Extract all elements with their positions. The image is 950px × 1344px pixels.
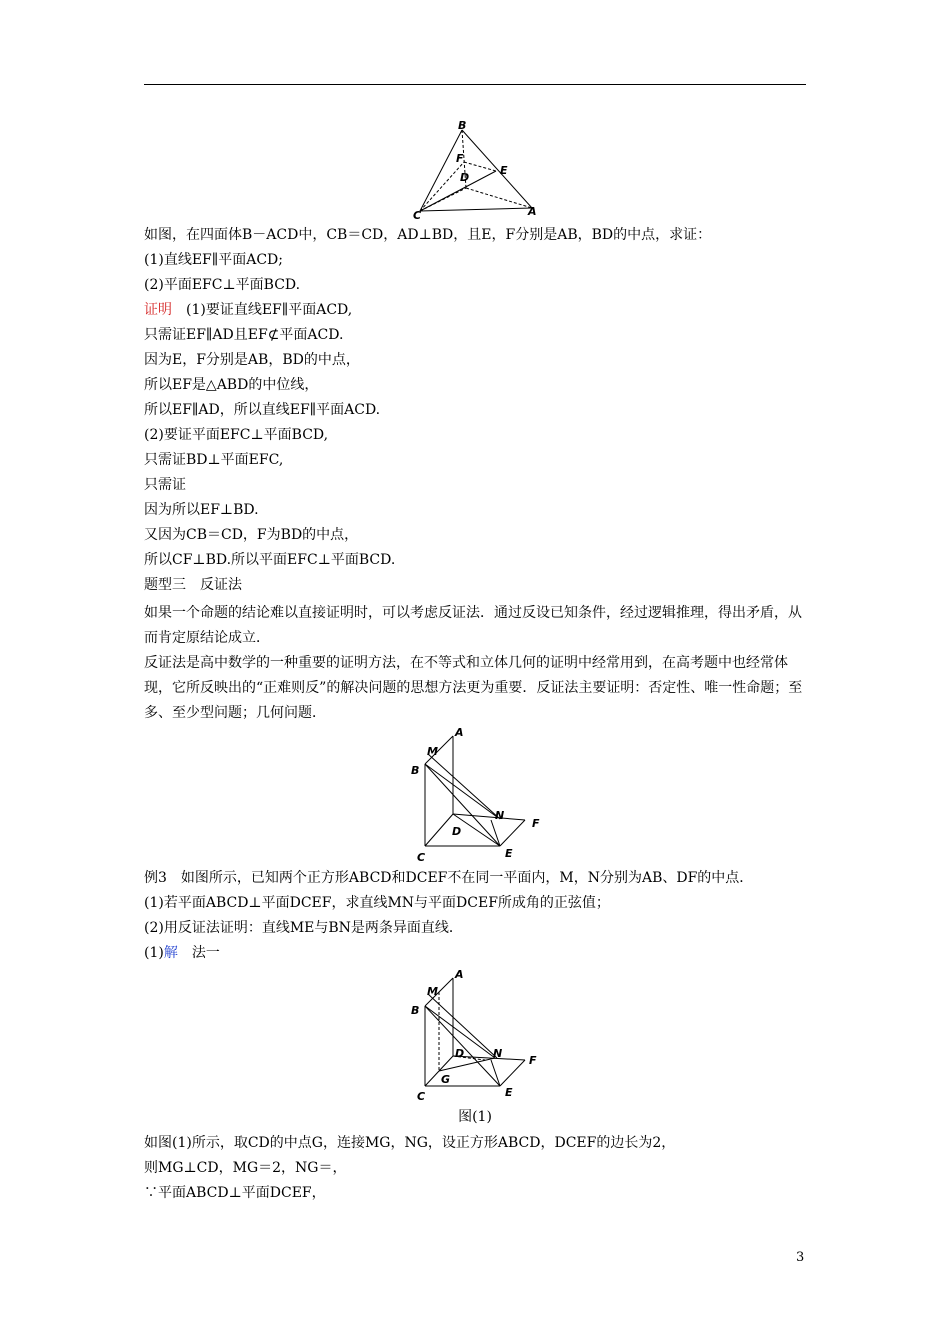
fig1-label-f: F bbox=[456, 152, 464, 165]
fig3-label-m: M bbox=[427, 985, 438, 998]
proof-step-3: 所以EF是△ABD的中位线， bbox=[144, 377, 319, 393]
claim-2: (2)平面EFC⊥平面BCD. bbox=[144, 277, 301, 293]
proof-text: (1)要证直线EF∥平面ACD, bbox=[172, 302, 353, 318]
fig3-label-b: B bbox=[411, 1004, 420, 1017]
proof-step-10: 所以CF⊥BD.所以平面EFC⊥平面BCD. bbox=[144, 552, 396, 568]
header-rule bbox=[144, 84, 806, 85]
fig1-label-d: D bbox=[460, 171, 470, 184]
solution-method: 法一 bbox=[177, 945, 220, 961]
paragraph-1: 如果一个命题的结论难以直接证明时，可以考虑反证法．通过反设已知条件，经过逻辑推理，得出矛盾，从而肯定原结论成立． bbox=[144, 605, 802, 646]
fig3-label-g: G bbox=[441, 1073, 451, 1086]
proof-step-7: 只需证 bbox=[144, 477, 186, 493]
fig1-label-b: B bbox=[458, 119, 467, 132]
problem-statement: 如图，在四面体B－ACD中，CB＝CD，AD⊥BD，且E，F分别是AB，BD的中点，求证： bbox=[144, 227, 712, 243]
fig2-label-f: F bbox=[532, 817, 540, 830]
proof-step-8: 因为所以EF⊥BD. bbox=[144, 502, 259, 518]
fig2-label-d: D bbox=[452, 825, 462, 838]
section-heading: 题型三 反证法 bbox=[144, 577, 242, 593]
page-number: 3 bbox=[796, 1250, 805, 1265]
two-squares-figure-with-g bbox=[405, 968, 550, 1104]
example-3-part-1: (1)若平面ABCD⊥平面DCEF，求直线MN与平面DCEF所成角的正弦值； bbox=[144, 895, 610, 911]
fig2-label-b: B bbox=[411, 764, 420, 777]
paragraph-2: 反证法是高中数学的一种重要的证明方法，在不等式和立体几何的证明中经常用到，在高考题中也经常体现，它所反映出的“正难则反”的解决问题的思想方法更为重要．反证法主要证明：否定性、唯一性命题；至多、至少型问题；几何问题． bbox=[144, 655, 803, 721]
fig1-label-e: E bbox=[500, 164, 508, 177]
proof-step-6: 只需证BD⊥平面EFC, bbox=[144, 452, 284, 468]
claim-1: (1)直线EF∥平面ACD; bbox=[144, 252, 283, 268]
fig3-label-e: E bbox=[505, 1086, 513, 1099]
proof-step-5: (2)要证平面EFC⊥平面BCD, bbox=[144, 427, 329, 443]
proof-step-1: 只需证EF∥AD且EF⊄平面ACD. bbox=[144, 327, 344, 343]
proof-line bbox=[144, 301, 352, 319]
fig2-label-m: M bbox=[427, 745, 438, 758]
solution-prefix: (1) bbox=[144, 945, 164, 961]
proof-step-2: 因为E，F分别是AB，BD的中点， bbox=[144, 352, 360, 368]
tetrahedron-figure bbox=[400, 118, 550, 220]
solution-step-3: ∵平面ABCD⊥平面DCEF， bbox=[144, 1185, 326, 1201]
fig2-label-n: N bbox=[495, 809, 505, 822]
fig1-label-a: A bbox=[528, 205, 537, 218]
proof-step-4: 所以EF∥AD，所以直线EF∥平面ACD. bbox=[144, 402, 381, 418]
fig3-label-f: F bbox=[529, 1054, 537, 1067]
two-squares-figure bbox=[405, 724, 550, 864]
fig2-label-a: A bbox=[455, 726, 464, 739]
figure-caption: 图(1) bbox=[458, 1109, 492, 1125]
solution-line bbox=[144, 944, 220, 962]
fig3-label-n: N bbox=[493, 1047, 503, 1060]
fig2-label-e: E bbox=[505, 847, 513, 860]
proof-step-9: 又因为CB＝CD，F为BD的中点， bbox=[144, 527, 359, 543]
solution-step-2: 则MG⊥CD，MG＝2，NG＝， bbox=[144, 1160, 347, 1176]
fig2-label-c: C bbox=[417, 851, 426, 864]
fig3-label-c: C bbox=[417, 1090, 426, 1103]
proof-label: 证明 bbox=[144, 302, 172, 318]
solution-step-1: 如图(1)所示，取CD的中点G，连接MG，NG，设正方形ABCD，DCEF的边长为2， bbox=[144, 1135, 676, 1151]
example-3: 例3 如图所示，已知两个正方形ABCD和DCEF不在同一平面内，M，N分别为AB、DF的中点． bbox=[144, 870, 754, 886]
example-3-part-2: (2)用反证法证明：直线ME与BN是两条异面直线． bbox=[144, 920, 463, 936]
fig1-label-c: C bbox=[413, 209, 422, 220]
fig3-label-d: D bbox=[455, 1047, 465, 1060]
solution-label: 解 bbox=[163, 945, 178, 961]
fig3-label-a: A bbox=[455, 968, 464, 981]
